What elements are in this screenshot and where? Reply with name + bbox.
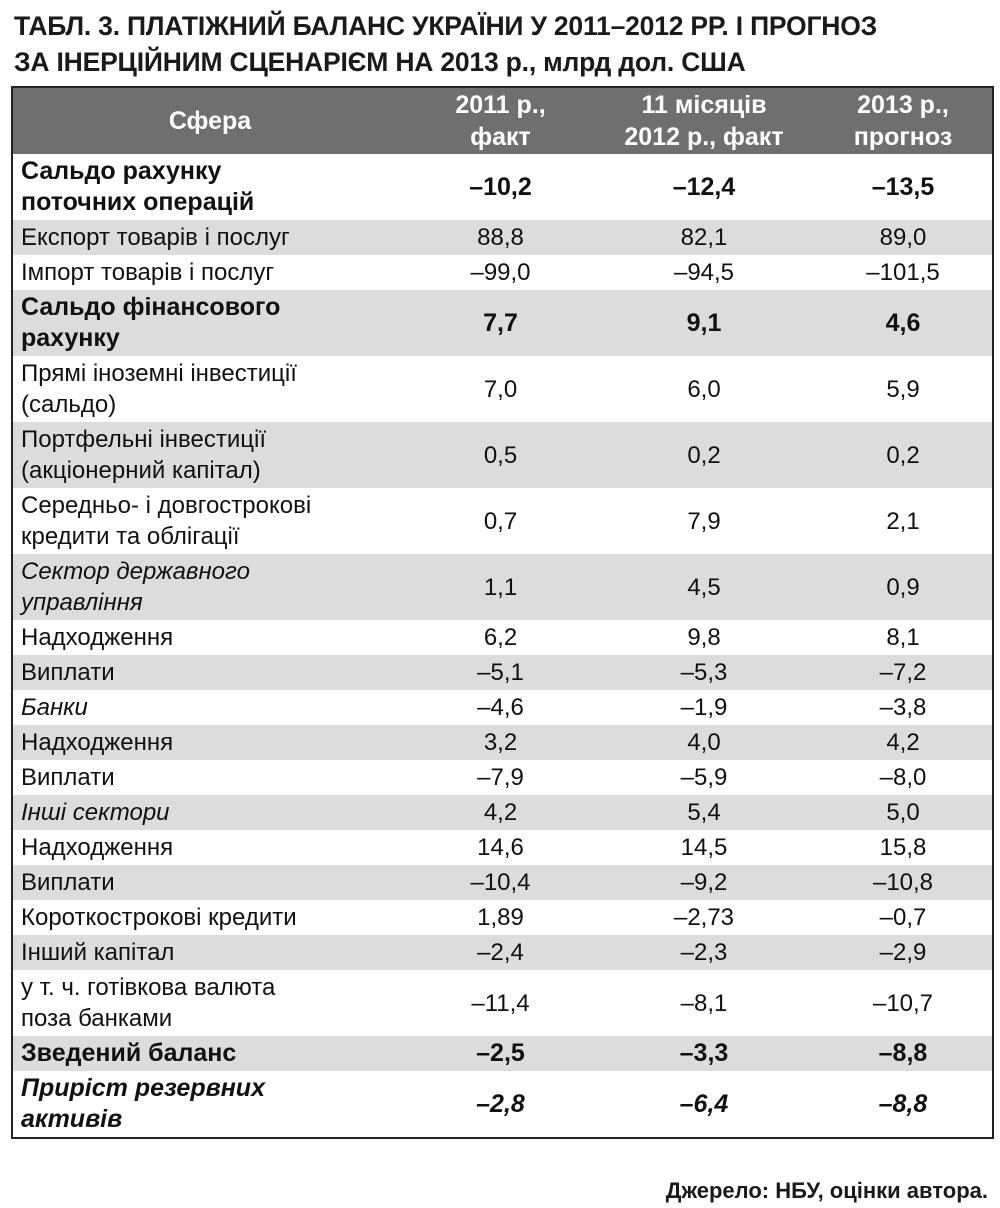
- value-2013: –10,7: [872, 989, 934, 1017]
- row-label: Зведений баланс: [12, 1036, 407, 1071]
- value-2011: 1,89: [477, 904, 524, 931]
- row-label: Надходження: [12, 725, 407, 760]
- table-row: [12, 154, 993, 220]
- value-2011: 88,8: [407, 220, 594, 255]
- table-row: [12, 255, 993, 290]
- header-2011: 2011 р., факт: [407, 87, 594, 154]
- value-2013: 15,8: [879, 834, 927, 861]
- value-2012: –9,2: [594, 865, 814, 900]
- value-2011: –5,1: [407, 655, 594, 690]
- value-2011: –10,2: [469, 172, 532, 201]
- value-2011: –11,4: [471, 989, 530, 1017]
- value-2012: 7,9: [687, 507, 721, 535]
- value-2012: 9,8: [687, 624, 721, 651]
- value-2013: 5,0: [814, 795, 993, 830]
- value-2012: –3,3: [594, 1036, 814, 1071]
- table-row: [12, 795, 993, 830]
- value-2011: 6,2: [483, 624, 518, 651]
- table-title: [14, 8, 990, 80]
- value-2012: 82,1: [594, 220, 814, 255]
- title-line-2: ЗА ІНЕРЦІЙНИМ СЦЕНАРІЄМ НА 2013 р., млрд дол. США: [14, 47, 746, 77]
- value-2013: 8,1: [886, 624, 920, 651]
- row-label: Середньо- і довгострокові кредити та облігації: [21, 492, 312, 550]
- value-2011: –10,4: [407, 865, 594, 900]
- row-label: Інший капітал: [12, 935, 407, 970]
- header-sphere: Сфера: [12, 87, 407, 154]
- value-2013: 0,9: [814, 554, 993, 620]
- row-label: у т. ч. готівкова валюта поза банками: [21, 974, 276, 1032]
- value-2012: 4,0: [594, 725, 814, 760]
- value-2012: –2,3: [594, 935, 814, 970]
- value-2013: –13,5: [871, 172, 935, 201]
- value-2011: –4,6: [477, 694, 524, 721]
- value-2011: 14,6: [477, 834, 524, 861]
- value-2013: –0,7: [879, 904, 927, 931]
- value-2013: 5,9: [886, 375, 920, 403]
- table-row: [12, 356, 993, 422]
- value-2013: –10,8: [814, 865, 993, 900]
- value-2011: –99,0: [470, 259, 531, 286]
- value-2013: –2,9: [814, 935, 993, 970]
- row-label: Короткострокові кредити: [21, 904, 297, 931]
- row-label: Прямі іноземні інвестиції (сальдо): [21, 360, 297, 418]
- value-2011: 4,2: [407, 795, 594, 830]
- table-row: [12, 970, 993, 1036]
- table-row: [12, 865, 993, 900]
- table-row: [12, 655, 993, 690]
- source-note: Джерело: НБУ, оцінки автора.: [665, 1178, 988, 1203]
- table-header-row: [12, 87, 993, 154]
- value-2012: 0,2: [594, 422, 814, 488]
- value-2013: –101,5: [866, 259, 940, 286]
- value-2012: 5,4: [594, 795, 814, 830]
- value-2013: –8,8: [814, 1036, 993, 1071]
- row-label: Надходження: [21, 624, 174, 651]
- row-label: Імпорт товарів і послуг: [21, 259, 275, 286]
- row-label: Приріст резервних активів: [21, 1074, 265, 1133]
- table-row: [12, 900, 993, 935]
- row-label: Виплати: [12, 655, 407, 690]
- value-2012: –94,5: [673, 259, 735, 286]
- table-row: [12, 760, 993, 795]
- balance-table: [11, 86, 994, 1139]
- table-row: [12, 935, 993, 970]
- value-2012: 6,0: [687, 375, 721, 403]
- value-2011: 7,0: [483, 375, 518, 403]
- value-2012: –5,9: [680, 764, 728, 791]
- row-label: Виплати: [21, 764, 115, 791]
- value-2012: –5,3: [594, 655, 814, 690]
- table-row: [12, 422, 993, 488]
- value-2013: 0,2: [814, 422, 993, 488]
- row-label: Інші сектори: [12, 795, 407, 830]
- table-row: [12, 488, 993, 554]
- value-2011: 0,7: [483, 507, 518, 535]
- table-row: [12, 690, 993, 725]
- value-2011: 7,7: [407, 290, 594, 356]
- row-label: Портфельні інвестиції (акціонерний капітал): [12, 422, 407, 488]
- value-2013: 4,2: [814, 725, 993, 760]
- value-2012: –6,4: [679, 1089, 729, 1118]
- value-2013: 2,1: [886, 507, 920, 535]
- value-2011: –2,8: [476, 1089, 525, 1118]
- header-2013: 2013 р., прогноз: [814, 87, 993, 154]
- value-2011: –2,4: [407, 935, 594, 970]
- value-2013: –8,0: [879, 764, 927, 791]
- table-row: [12, 554, 993, 620]
- value-2011: –7,9: [477, 764, 524, 791]
- value-2012: 14,5: [680, 834, 728, 861]
- value-2012: –2,73: [673, 904, 735, 931]
- title-line-1: ТАБЛ. 3. ПЛАТІЖНИЙ БАЛАНС УКРАЇНИ У 2011–2012 РР. І ПРОГНОЗ: [14, 11, 878, 41]
- row-label: Сальдо фінансового рахунку: [12, 290, 407, 356]
- value-2012: –12,4: [672, 172, 736, 201]
- table-row: [12, 725, 993, 760]
- value-2013: 89,0: [814, 220, 993, 255]
- header-2012: 11 місяців 2012 р., факт: [594, 87, 814, 154]
- value-2013: –7,2: [814, 655, 993, 690]
- value-2013: –3,8: [879, 694, 927, 721]
- table-row: [12, 290, 993, 356]
- row-label: Сектор державного управління: [12, 554, 407, 620]
- table-row: [12, 1036, 993, 1071]
- value-2012: –1,9: [680, 694, 728, 721]
- value-2012: –8,1: [680, 989, 728, 1017]
- value-2012: 9,1: [594, 290, 814, 356]
- value-2013: 4,6: [814, 290, 993, 356]
- row-label: Сальдо рахунку поточних операцій: [21, 157, 255, 216]
- value-2011: –2,5: [407, 1036, 594, 1071]
- row-label: Банки: [21, 694, 88, 721]
- value-2013: –8,8: [878, 1089, 928, 1118]
- table-row: [12, 830, 993, 865]
- table-row: [12, 1071, 993, 1138]
- row-label: Експорт товарів і послуг: [12, 220, 407, 255]
- table-row: [12, 620, 993, 655]
- row-label: Виплати: [12, 865, 407, 900]
- value-2011: 0,5: [407, 422, 594, 488]
- table-row: [12, 220, 993, 255]
- value-2011: 3,2: [407, 725, 594, 760]
- value-2011: 1,1: [407, 554, 594, 620]
- value-2012: 4,5: [594, 554, 814, 620]
- row-label: Надходження: [21, 834, 174, 861]
